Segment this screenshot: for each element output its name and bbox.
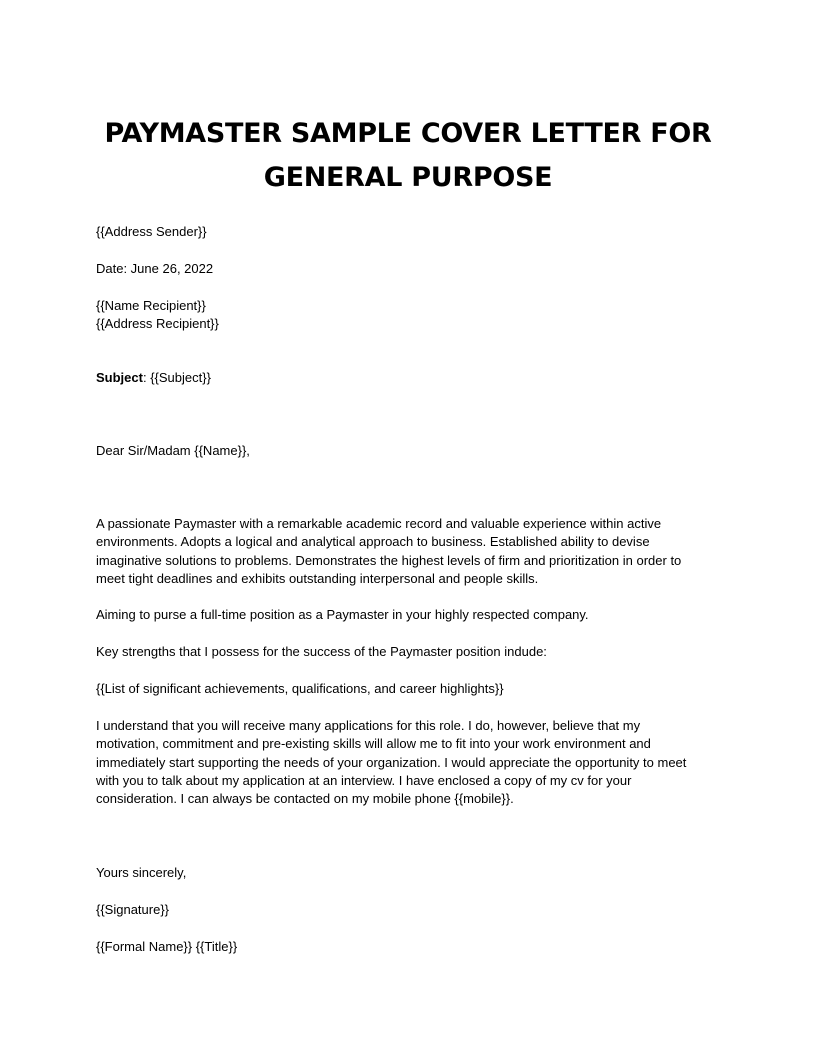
document-title-line-2: GENERAL PURPOSE: [263, 162, 553, 193]
letter-date: Date: June 26, 2022: [96, 261, 214, 276]
paragraph-line: motivation, commitment and pre-existing skills will allow me to fit into your work environment and: [96, 736, 651, 752]
closing-phrase: Yours sincerely,: [96, 865, 187, 880]
subject-line: [96, 369, 211, 387]
paragraph-line: meet tight deadlines and exhibits outstanding interpersonal and people skills.: [96, 570, 539, 586]
paragraph-aim: Aiming to purse a full-time position as a Paymaster in your highly respected company.: [96, 607, 589, 622]
paragraph-line: immediately start supporting the needs of your organization. I would appreciate the opportunity to meet: [96, 754, 687, 770]
salutation: Dear Sir/Madam {{Name}},: [96, 443, 250, 458]
subject-label: Subject: [96, 370, 143, 385]
paragraph-key-strengths: Key strengths that I possess for the success of the Paymaster position indude:: [96, 644, 547, 659]
sender-address: {{Address Sender}}: [96, 224, 207, 239]
paragraph-line: environments. Adopts a logical and analytical approach to business. Established ability to devise: [96, 534, 650, 550]
recipient-name: {{Name Recipient}}: [96, 298, 206, 313]
paragraph-line: with you to talk about my application at an interview. I have enclosed a copy of my cv for your: [96, 772, 632, 788]
paragraph-line: imaginative solutions to problems. Demonstrates the highest levels of firm and prioritization in order to: [96, 552, 682, 568]
document-title-line-1: PAYMASTER SAMPLE COVER LETTER FOR: [104, 118, 712, 149]
document-title: [60, 112, 756, 200]
paragraph-line: I understand that you will receive many applications for this role. I do, however, believe that my: [96, 718, 641, 733]
paragraph-line: A passionate Paymaster with a remarkable academic record and valuable experience within active: [96, 516, 662, 531]
formal-name-title: {{Formal Name}} {{Title}}: [96, 939, 238, 954]
recipient-address: {{Address Recipient}}: [96, 316, 219, 331]
paragraph-closing-body: [96, 717, 736, 808]
paragraph-intro: [96, 515, 736, 588]
paragraph-line: consideration. I can always be contacted on my mobile phone {{mobile}}.: [96, 791, 514, 807]
paragraph-achievements: {{List of significant achievements, qualifications, and career highlights}}: [96, 681, 504, 696]
subject-value: : {{Subject}}: [142, 370, 211, 385]
signature-placeholder: {{Signature}}: [96, 902, 170, 917]
